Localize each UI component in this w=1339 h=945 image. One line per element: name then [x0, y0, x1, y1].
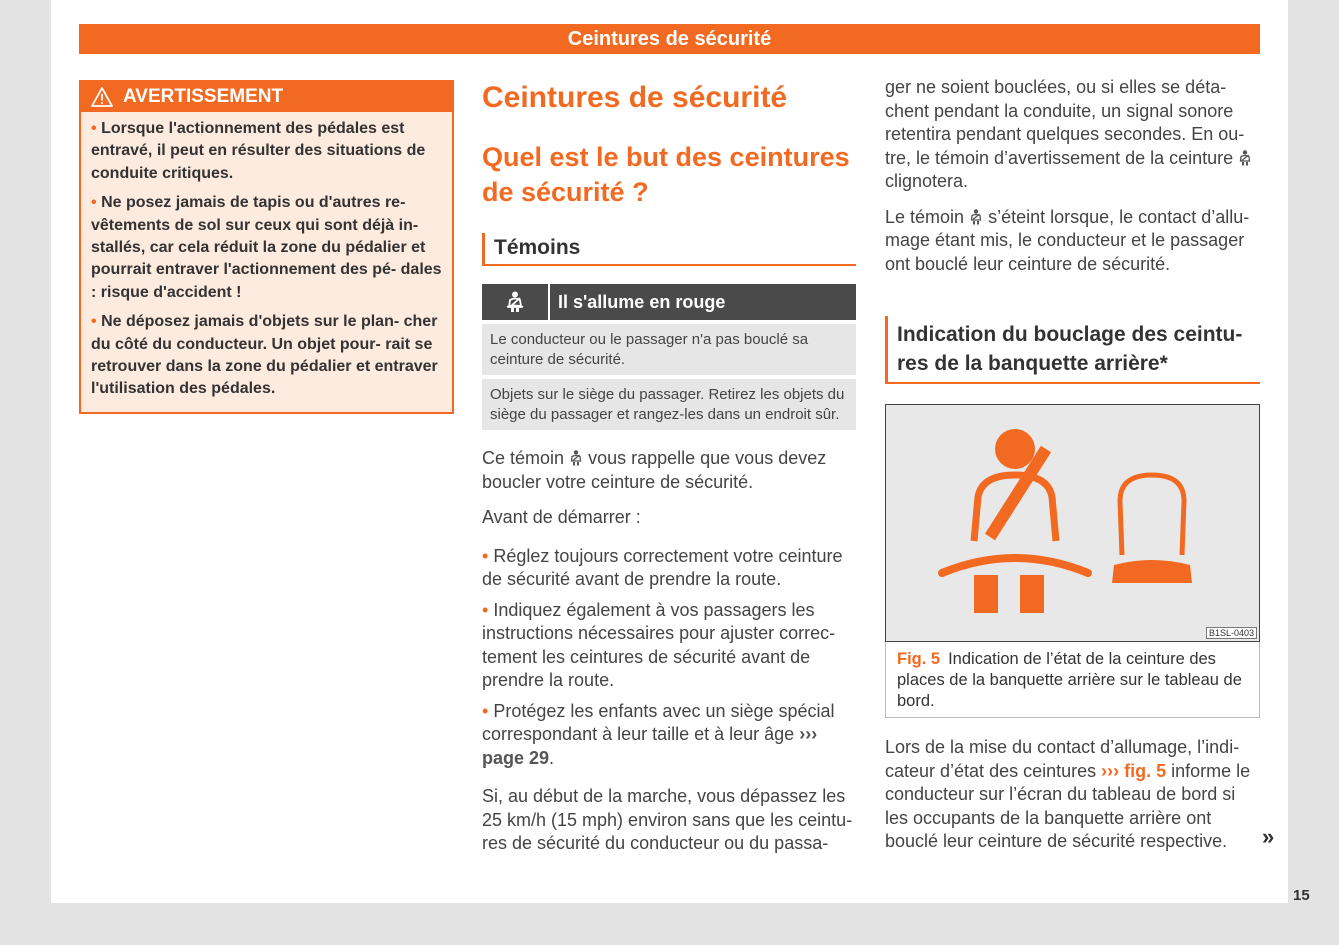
section-title: Quel est le but des ceintures de sécurité ?: [482, 142, 850, 207]
figure-caption: Fig. 5 Indication de l’état de la ceinture des places de la banquette arrière sur le tableau de bord.: [885, 642, 1260, 718]
subsection-heading: Indication du bouclage des ceintu- res de la banquette arrière*: [885, 316, 1260, 384]
paragraph: Si, au début de la marche, vous dépassez les 25 km/h (15 mph) environ sans que les ceintu- res de sécurité du conducteur ou du passa-: [482, 786, 853, 853]
figure-number: Fig. 5: [897, 650, 941, 668]
seatbelt-icon: [969, 209, 983, 225]
warning-item: • Ne déposez jamais d'objets sur le plan- cher du côté du conducteur. Un objet pour- rait se retrouver dans la zone du pédalier et entraver l'utilisation des pédales.: [91, 313, 438, 398]
table-row: Le conducteur ou le passager n'a pas bouclé sa ceinture de sécurité.: [482, 324, 856, 375]
figure-reference-link[interactable]: ››› fig. 5: [1101, 760, 1167, 781]
table-row: Objets sur le siège du passager. Retirez les objets du siège du passager et rangez-les dans un endroit sûr.: [482, 379, 856, 430]
seatbelt-warning-icon: [482, 284, 550, 320]
seatbelt-icon: [569, 450, 583, 466]
figure-seatbelt-status: [885, 404, 1260, 642]
list-item: • Indiquez également à vos passagers les instructions nécessaires pour ajuster correc- tement les ceintures de sécurité avant de prendre la route.: [482, 599, 836, 690]
page-title: Ceintures de sécurité: [482, 81, 788, 114]
warning-box: [79, 80, 454, 414]
continued-marker: »: [1262, 824, 1275, 849]
list-item: • Réglez toujours correctement votre ceinture de sécurité avant de prendre la route.: [482, 545, 843, 589]
warning-header: [81, 82, 452, 112]
page-header: Ceintures de sécurité: [79, 24, 1260, 54]
right-column: [885, 76, 1260, 854]
warning-item: • Ne posez jamais de tapis ou d'autres re- vêtements de sol sur ceux qui sont déjà in- stallés, car cela réduit la zone du pédalier et pourrait entraver l'actionnement des pé- dales : risque d'accident !: [91, 194, 442, 301]
subsection-heading: Témoins: [482, 233, 856, 266]
warning-body: [81, 112, 452, 412]
page-number: 15: [1293, 887, 1310, 904]
paragraph: Ce témoin vous rappelle que vous devez boucler votre ceinture de sécurité.: [482, 448, 827, 492]
warning-title: AVERTISSEMENT: [123, 86, 284, 107]
paragraph: Le témoin s’éteint lorsque, le contact d’allu- mage étant mis, le conducteur et le passager ont bouclé leur ceinture de sécurité.: [885, 206, 1250, 274]
page-reference-link[interactable]: ››› page 29: [482, 724, 818, 768]
rear-seatbelt-status-illustration: [886, 405, 1259, 641]
indicator-table-header-label: Il s'allume en rouge: [558, 291, 726, 312]
paragraph: ger ne soient bouclées, ou si elles se déta- chent pendant la conduite, un signal sonore retentira pendant quelques secondes. En ou- tre, le témoin d’avertissement de la ceinture clignotera.: [885, 76, 1260, 194]
warning-triangle-icon: [91, 87, 113, 107]
middle-column: [482, 80, 856, 856]
seatbelt-icon: [1238, 150, 1252, 166]
indicator-table-header: [482, 284, 856, 320]
left-column: [79, 80, 453, 414]
warning-item: • Lorsque l'actionnement des pédales est entravé, il peut en résulter des situations de conduite critiques.: [91, 120, 426, 182]
paragraph: Lors de la mise du contact d’allumage, l’indi- cateur d’état des ceintures ››› fig. 5 informe le conducteur sur l’écran du tableau de bord si les occupants de la banquette arrière ont bouclé leur ceinture de sécurité respective.: [885, 737, 1251, 851]
list-item: • Protégez les enfants avec un siège spécial correspondant à leur taille et à leur âge ››› page 29.: [482, 700, 835, 768]
figure-id: B1SL-0403: [1206, 627, 1257, 639]
paragraph: Avant de démarrer :: [482, 507, 641, 527]
